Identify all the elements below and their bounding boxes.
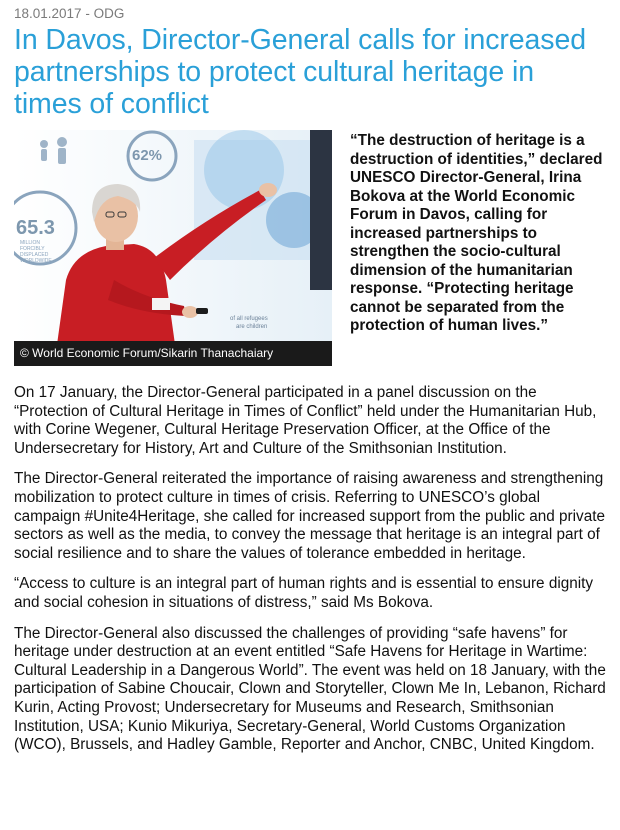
article-feature <box>14 130 606 370</box>
photo-illustration <box>14 130 332 366</box>
article-body <box>14 384 610 755</box>
screen-stat-sub-2: FORCIBLY <box>20 246 45 252</box>
screen-stat-sub-3: DISPLACED <box>20 252 49 258</box>
screen-stat-percent: 62% <box>132 147 163 164</box>
screen-caption-2: are children <box>236 324 268 330</box>
screen-stat-large: 65.3 <box>16 217 55 239</box>
article-dateline: 18.01.2017 - ODG <box>14 6 125 21</box>
body-paragraph-2: The Director-General reiterated the importance of raising awareness and strengthening mobilization to protect culture in times of crisis. Referring to UNESCO’s global campaign #Unite4Heritage, she called for increased support from the public and private sectors as well as the media, to convey the message that heritage is an integral part of social resilience and to share the values of tolerance embedded in heritage. <box>14 470 605 562</box>
pull-quote: “The destruction of heritage is a destruction of identities,” declared UNESCO Director-General, Irina Bokova at the World Economic Forum in Davos, calling for increased partnerships to strengthen the socio-cultural dimension of the humanitarian response. “Protecting heritage cannot be separated from the protection of human lives.” <box>350 132 603 334</box>
body-paragraph-4: The Director-General also discussed the challenges of providing “safe havens” for heritage under destruction at an event entitled “Safe Havens for Heritage in Wartime: Cultural Leadership in a Dangerous World”. The event was held on 18 January, with the participation of Sabine Choucair, Clown and Storyteller, Clown Me In, Lebanon, Richard Kurin, Acting Provost; Undersecretary for Museums and Research, Smithsonian Institution, USA; Kunio Mikuriya, Secretary-General, World Customs Organization (WCO), Brussels, and Hadley Gamble, Reporter and Anchor, CNBC, United Kingdom. <box>14 624 606 754</box>
body-paragraph-3: “Access to culture is an integral part of human rights and is essential to ensure dignity and social cohesion in situations of distress,” said Ms Bokova. <box>14 575 594 611</box>
body-paragraph-1: On 17 January, the Director-General participated in a panel discussion on the “Protection of Cultural Heritage in Times of Conflict” held under the Humanitarian Hub, with Corine Wegener, Cultural Heritage Preservation Officer, at the Office of the Undersecretary for History, Art and Culture of the Smithsonian Institution. <box>14 384 597 457</box>
article-title: In Davos, Director-General calls for increased partnerships to protect cultural heritage in times of conflict <box>14 24 586 120</box>
screen-stat-sub-4: WORLDWIDE <box>20 258 52 264</box>
article-photo <box>14 130 332 366</box>
screen-caption-1: of all refugees <box>230 316 268 322</box>
screen-stat-sub-1: MILLION <box>20 240 41 246</box>
photo-credit: © World Economic Forum/Sikarin Thanachaiary <box>14 341 332 366</box>
